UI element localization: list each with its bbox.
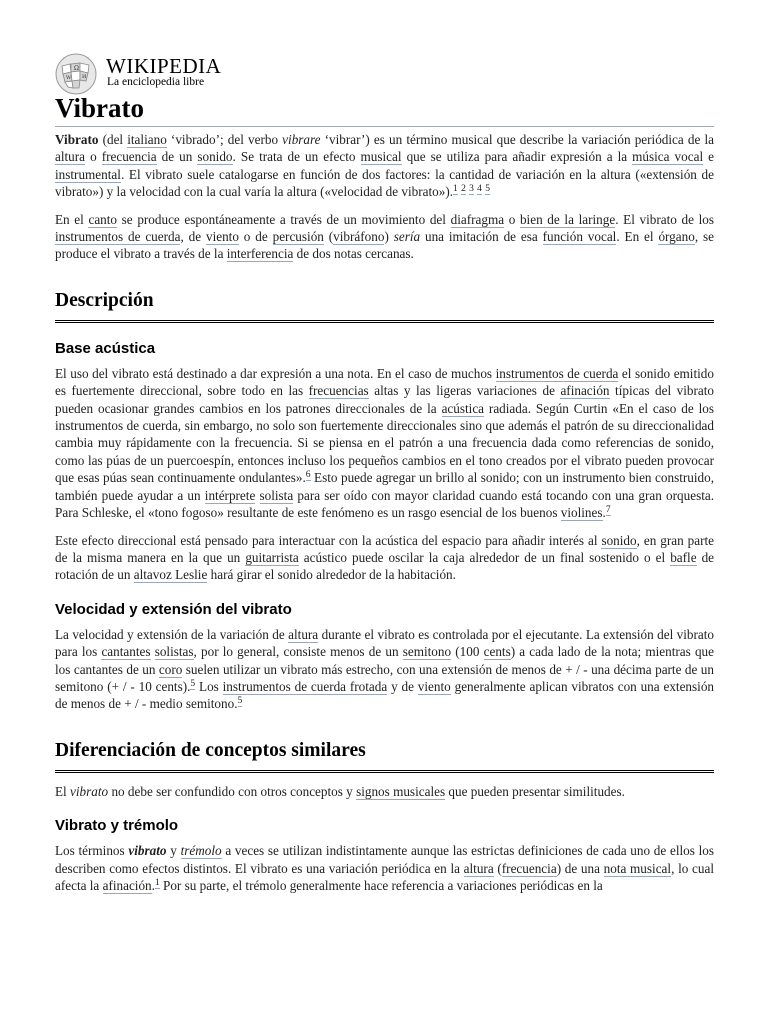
text-run: , se produce el vibrato a través de la xyxy=(55,229,714,262)
text-run: radiada. Según Curtin «En el caso de los instrumentos de cuerda, sin embargo, no solo son fuertemente direccionales sino que además el patrón de su direccionalidad cambia muy rápidamente con la frecuencia. Si se piensa en el patrón a una frecuencia dada como referencias de sonido, como las púas de un puercoespín, entonces incluso los pequeños cambios en el tono creados por el vibrato pueden provocar que esas púas sean continuamente ondulantes». xyxy=(55,400,714,486)
article-link[interactable]: intérprete xyxy=(204,487,256,503)
article-link[interactable]: viento xyxy=(205,229,239,245)
article-link[interactable]: afinación xyxy=(102,877,152,893)
article-link[interactable]: italiano xyxy=(127,132,167,147)
text-run: de rotación de un xyxy=(55,549,715,583)
text-run: , lo cual afecta la xyxy=(55,860,714,893)
text-run: ) xyxy=(384,229,394,245)
article-link[interactable]: sonido xyxy=(197,149,233,165)
text-run: . xyxy=(602,505,606,521)
text-run: Vibrato xyxy=(55,132,99,147)
text-run: y xyxy=(166,843,181,859)
article-link[interactable]: viento xyxy=(417,678,451,694)
section-heading-diferenciacion: Diferenciación de conceptos similares xyxy=(55,739,714,773)
intro-paragraph-2 xyxy=(55,211,714,263)
text-run: . El vibrato de los xyxy=(615,211,714,227)
text-run: hará girar el sonido alrededor de la habitación. xyxy=(207,567,456,583)
article-link[interactable]: diafragma xyxy=(450,211,505,227)
article-link[interactable]: acústica xyxy=(441,400,485,416)
text-run: acústico puede oscilar la caja alrededor de un final sostenido o el xyxy=(298,549,671,565)
text-run: e xyxy=(703,149,714,165)
article-link[interactable]: musical xyxy=(360,149,402,165)
velocidad-paragraph-1 xyxy=(55,626,714,713)
article-link[interactable]: coro xyxy=(158,661,183,677)
text-run: sería xyxy=(393,229,421,245)
article-link[interactable]: frecuencia xyxy=(101,149,157,165)
text-run: , de xyxy=(180,229,206,245)
text-run: o de xyxy=(238,229,273,245)
text-run: ( xyxy=(323,229,334,245)
text-run: (del xyxy=(98,132,128,147)
article-link[interactable]: órgano xyxy=(658,229,695,245)
subsection-heading-base-acustica: Base acústica xyxy=(55,339,156,357)
section-heading-descripcion: Descripción xyxy=(55,289,714,323)
wikipedia-wordmark: WIKIPEDIA xyxy=(106,54,222,78)
citation-link[interactable]: 4 xyxy=(477,183,482,194)
text-run: generalmente aplican vibratos con una extensión de menos de + / - medio semitono. xyxy=(55,678,715,712)
text-run: una imitación de esa xyxy=(420,229,543,245)
text-run: o xyxy=(504,211,520,227)
text-run: (100 xyxy=(451,644,484,660)
text-run: Este efecto direccional está pensado para interactuar con la acústica del espacio para añadir interés al xyxy=(55,532,602,548)
text-run: Los xyxy=(195,678,223,694)
text-run: . El vibrato suele catalogarse en función de dos factores: la cantidad de variación en la altura («extensión de vibrato») y la velocidad con la cual varía la altura («velocidad de vibrato»). xyxy=(55,166,714,200)
citation-link[interactable]: 5 xyxy=(485,183,490,194)
text-run: La velocidad y extensión de la variación de xyxy=(55,626,289,642)
text-run: , por lo general, consiste menos de un xyxy=(193,644,403,660)
article-link[interactable]: instrumentos de cuerda frotada xyxy=(222,678,388,694)
article-link[interactable]: altura xyxy=(288,626,319,642)
article-link[interactable]: solista xyxy=(259,487,294,503)
text-run: El uso del vibrato está destinado a dar expresión a una nota. En el caso de muchos xyxy=(55,365,496,381)
article-link[interactable]: solistas xyxy=(154,644,194,660)
text-run: que pueden presentar similitudes. xyxy=(445,783,625,799)
article-link[interactable]: afinación xyxy=(560,383,610,399)
article-link[interactable]: violines xyxy=(560,505,603,521)
article-link[interactable]: vibráfono xyxy=(333,229,385,245)
text-run: Los términos xyxy=(55,843,129,859)
article-link[interactable]: sonido xyxy=(601,532,637,548)
page-title: Vibrato xyxy=(55,92,714,127)
text-run: durante el vibrato es controlada por el ejecutante. La extensión del vibrato para los xyxy=(55,626,715,660)
article-link[interactable]: música vocal xyxy=(632,149,704,165)
base-acustica-paragraph-1 xyxy=(55,365,714,522)
text-run: ( xyxy=(493,860,502,876)
citation-link[interactable]: 5 xyxy=(190,678,196,689)
article-link[interactable]: bafle xyxy=(670,549,697,565)
text-run: o xyxy=(85,149,102,165)
svg-text:Ω: Ω xyxy=(74,65,79,72)
article-link[interactable]: instrumental xyxy=(55,166,121,182)
article-link[interactable]: canto xyxy=(88,211,118,227)
article-link[interactable]: cents xyxy=(483,644,511,660)
text-run: . En el xyxy=(616,229,659,245)
diferenciacion-paragraph-1 xyxy=(55,783,714,800)
article-link[interactable]: percusión xyxy=(272,229,324,245)
article-body xyxy=(55,86,714,904)
article-link[interactable]: función vocal xyxy=(542,229,617,245)
text-run: , en gran parte de la misma manera en la que un xyxy=(55,532,714,565)
text-run: se produce espontáneamente a través de un movimiento del xyxy=(117,211,451,227)
text-run xyxy=(255,488,259,503)
text-run: de un xyxy=(156,149,198,165)
subsection-heading-velocidad: Velocidad y extensión del vibrato xyxy=(55,600,292,618)
article-link[interactable]: bien de la laringe xyxy=(519,211,616,227)
text-run: ‘vibrar’) es un término musical que describe la variación periódica de la xyxy=(320,132,714,147)
article-link[interactable]: signos musicales xyxy=(356,783,446,799)
text-run: . xyxy=(151,877,155,893)
citation-link[interactable]: 5 xyxy=(237,695,243,706)
article-link[interactable]: semitono xyxy=(402,644,452,660)
text-run: altas y las ligeras variaciones de xyxy=(368,383,561,399)
text-run: que se utiliza para añadir expresión a la xyxy=(401,149,633,165)
text-run: a veces se utilizan indistintamente aunque las estrictas definiciones de cada uno de ellos los describen como efectos distintos. El vibrato es una variación periódica en la xyxy=(55,843,715,876)
text-run: ‘vibrado’; del verbo xyxy=(166,132,283,147)
vibrato-tremolo-paragraph-1 xyxy=(55,842,714,894)
article-link[interactable]: cantantes xyxy=(101,644,151,660)
text-run: Esto puede agregar un brillo al sonido; con un instrumento bien construido, también puede ayudar a un xyxy=(55,470,714,503)
citation-link[interactable]: 1 xyxy=(154,877,160,888)
article-link[interactable]: altura xyxy=(463,860,494,876)
text-run: no debe ser confundido con otros conceptos y xyxy=(108,783,357,799)
text-run: vibrare xyxy=(282,132,321,147)
citation-link[interactable]: 6 xyxy=(305,469,311,480)
citation-link[interactable]: 7 xyxy=(605,504,611,515)
svg-text:W: W xyxy=(66,75,72,81)
text-run: ) de una xyxy=(556,860,604,876)
article-link[interactable]: nota musical xyxy=(603,860,672,876)
text-run: típicas del vibrato pueden ocasionar grandes cambios en los patrones direccionales de la xyxy=(55,383,714,416)
base-acustica-paragraph-2 xyxy=(55,532,714,584)
text-run: para ser oído con mayor claridad cuando está tocando con una gran orquesta. Para Schleske, el «tono fogoso» resultante de este fenómeno es un rasgo esencial de los buenos xyxy=(55,487,715,521)
article-link[interactable]: instrumentos de cuerda xyxy=(495,365,619,381)
article-link[interactable]: frecuencia xyxy=(501,860,557,876)
text-run: de dos notas cercanas. xyxy=(293,246,414,262)
text-run: el sonido emitido es fuertemente direccional, sobre todo en las xyxy=(55,365,714,399)
text-run: Por su parte, el trémolo generalmente hace referencia a variaciones periódicas en la xyxy=(159,877,603,893)
article-link[interactable]: altura xyxy=(55,149,86,165)
intro-paragraph-1 xyxy=(55,131,714,201)
article-link[interactable]: interferencia xyxy=(226,246,294,262)
text-run: suelen utilizar un vibrato más estrecho, con una extensión de menos de + / - una décima parte de un semitono (+ / - 10 cents). xyxy=(55,661,714,694)
article-link[interactable]: frecuencias xyxy=(308,383,369,399)
text-run: En el xyxy=(55,211,89,227)
subsection-heading-vibrato-tremolo: Vibrato y trémolo xyxy=(55,817,179,835)
article-link[interactable]: guitarrista xyxy=(245,549,299,565)
text-run: vibrato xyxy=(70,783,109,799)
citation-link[interactable]: 1 xyxy=(453,183,458,194)
text-run: El xyxy=(55,783,71,799)
citation-link[interactable]: 3 xyxy=(469,183,474,194)
article-link[interactable]: instrumentos de cuerda xyxy=(55,229,181,245)
citation-link[interactable]: 2 xyxy=(461,183,466,194)
text-run: y de xyxy=(387,678,418,694)
wikipedia-tagline: La enciclopedia libre xyxy=(107,76,205,88)
text-run: vibrato xyxy=(128,843,167,859)
svg-text:И: И xyxy=(82,74,87,80)
article-link[interactable]: trémolo xyxy=(180,843,222,859)
text-run: ) a cada lado de la nota; mientras que los cantantes de un xyxy=(55,644,714,677)
article-link[interactable]: altavoz Leslie xyxy=(133,567,208,583)
text-run: . Se trata de un efecto xyxy=(232,149,361,165)
